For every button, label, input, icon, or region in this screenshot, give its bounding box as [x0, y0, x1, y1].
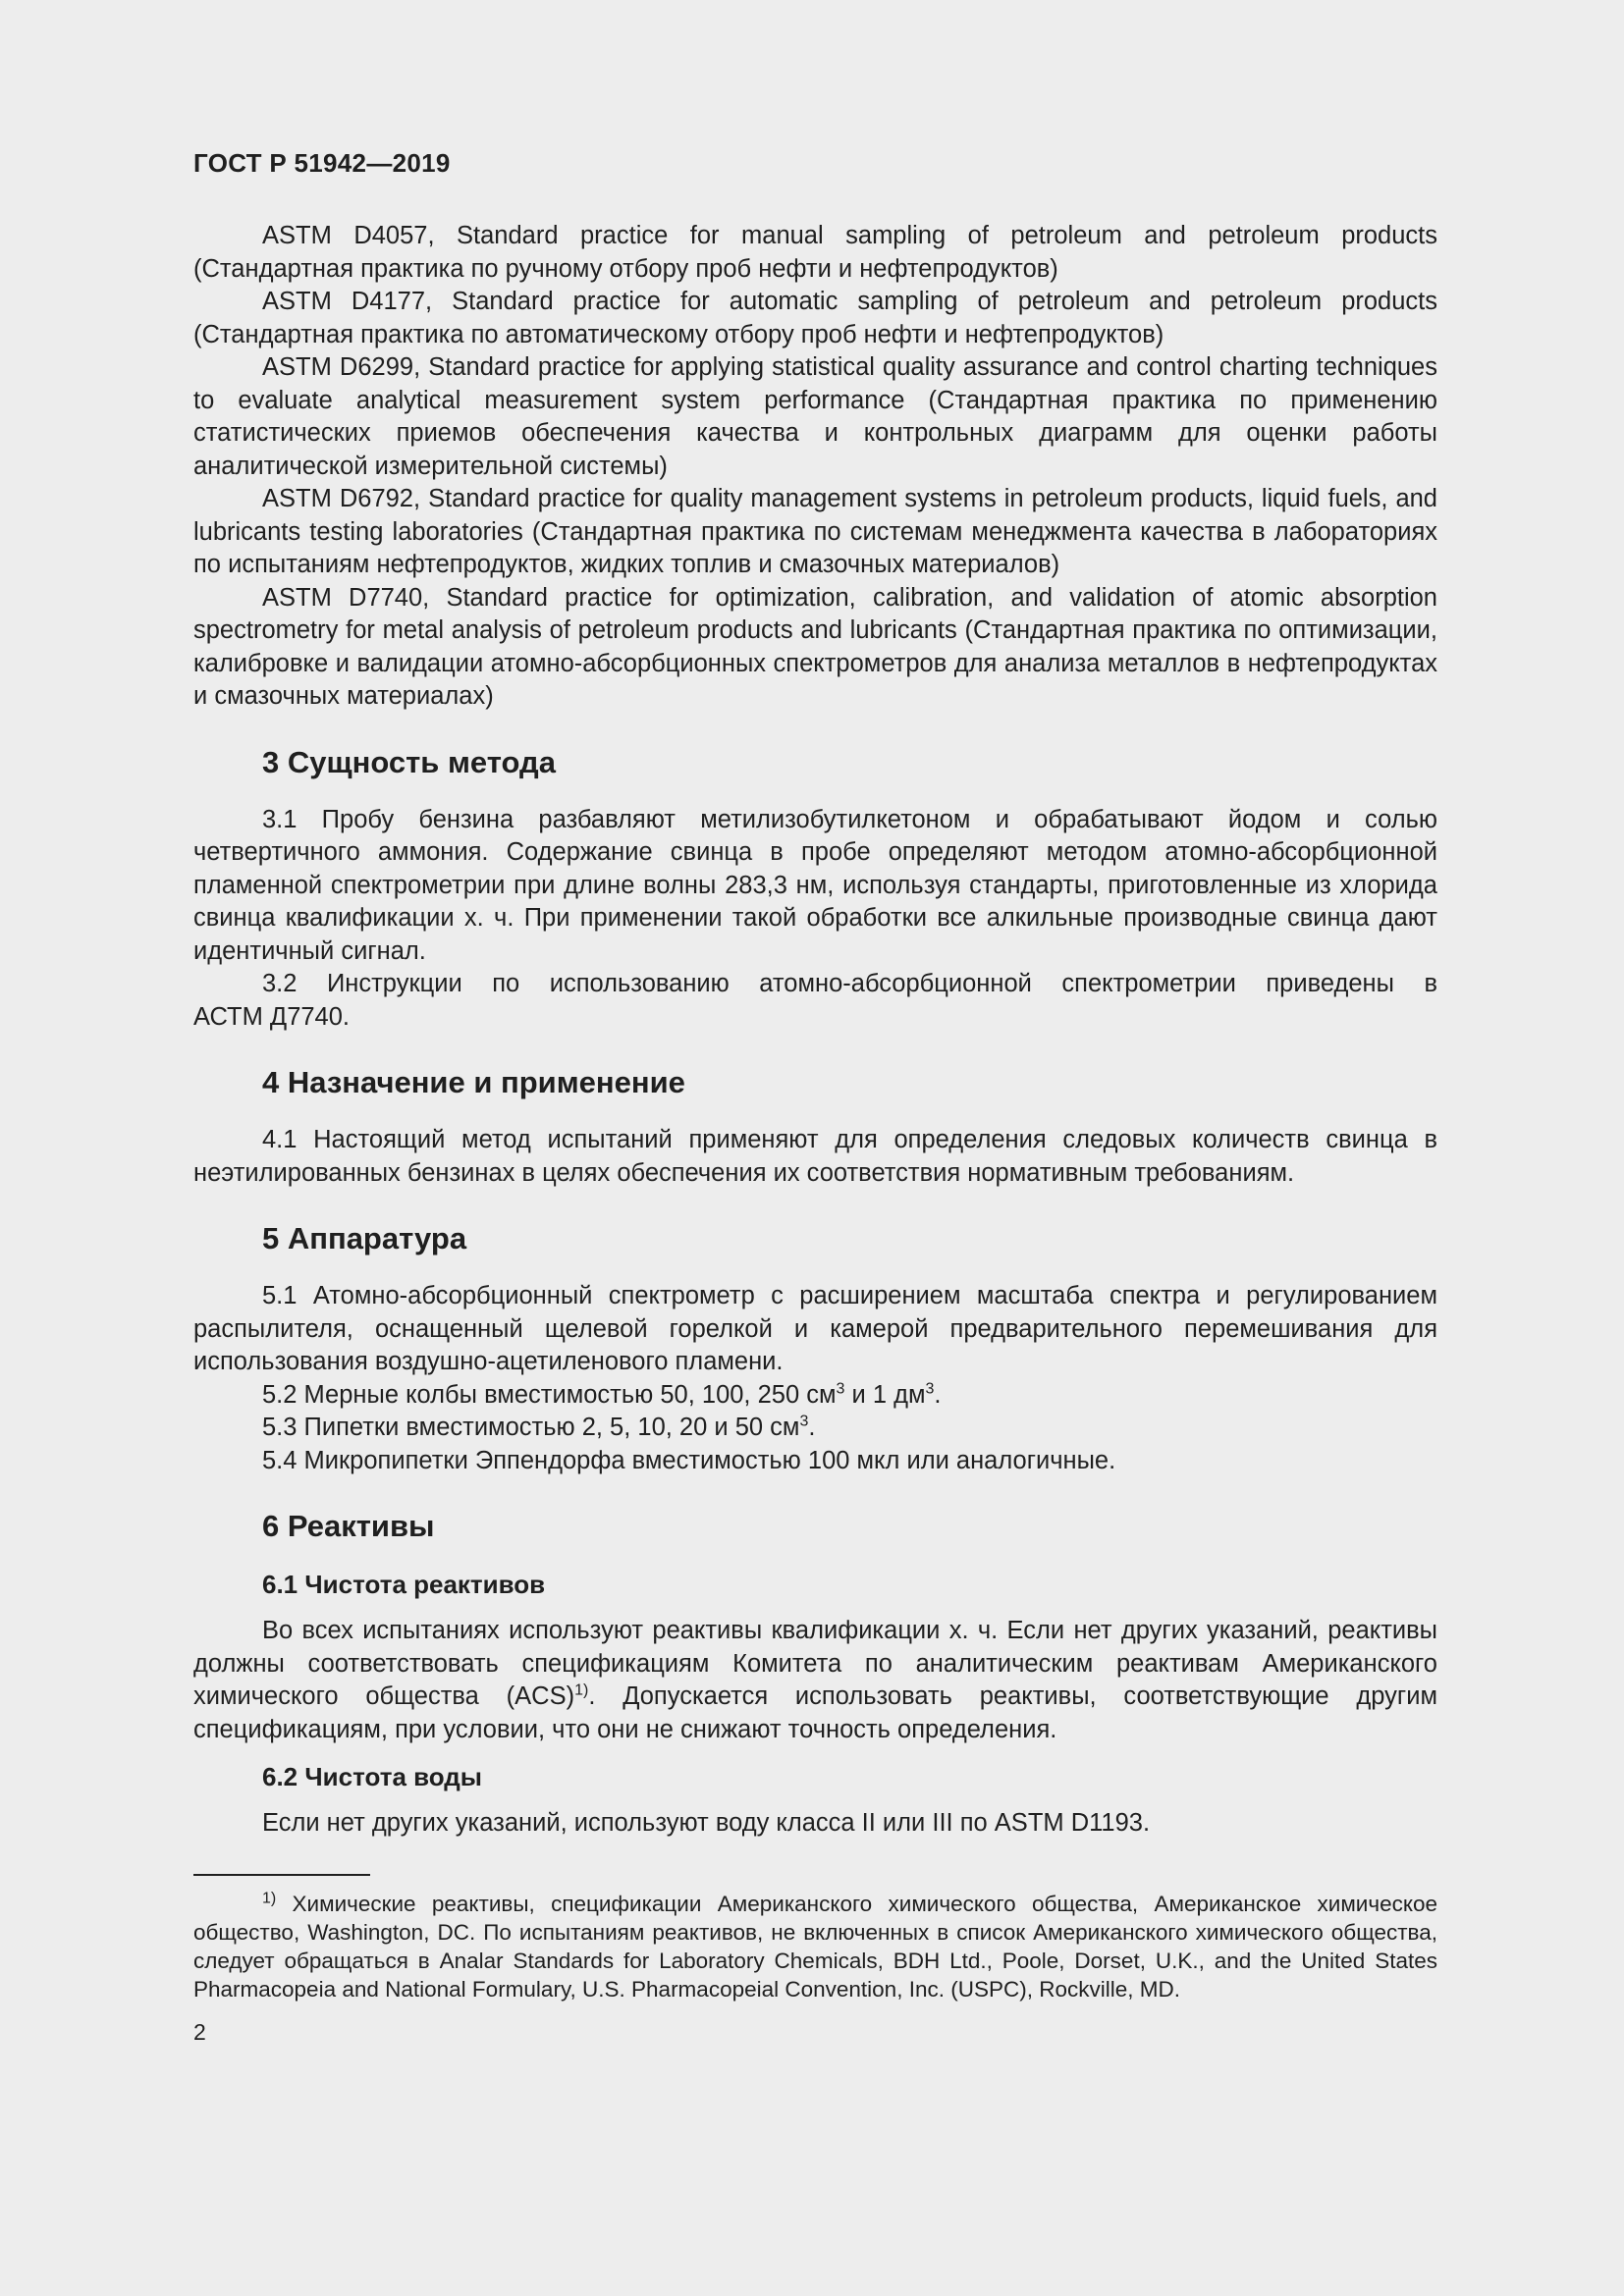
footnote: [193, 1890, 1437, 2003]
footnote-divider: [193, 1874, 370, 1876]
paragraph-4-1: 4.1 Настоящий метод испытаний применяют для определения следовых количеств свинца в неэтилированных бензинах в целях обеспечения их соответствия нормативным требованиям.: [193, 1126, 1437, 1187]
document-number: ГОСТ Р 51942—2019: [193, 148, 451, 178]
text-5-2-b: и 1 дм: [844, 1380, 926, 1409]
paragraph-3-1: 3.1 Пробу бензина разбавляют метилизобутилкетоном и обрабатывают йодом и солью четвертичного аммония. Содержание свинца в пробе определяют методом атомно-абсорбционной пламенной спектрометрии при длине волны 283,3 нм, используя стандарты, приготовленные из хлорида свинца квалификации х. ч. При применении такой обработки все алкильные производные свинца дают идентичный сигнал.: [193, 805, 1437, 965]
paragraph-6-1: [193, 1615, 1437, 1746]
reference-item: ASTM D6299, Standard practice for applying statistical quality assurance and control charting techniques to evaluate analytical measurement system performance (Стандартная практика по применению статистических приемов обеспечения качества и контрольных диаграмм для оценки работы аналитической измерительной системы): [193, 353, 1437, 480]
text-5-3-a: 5.3 Пипетки вместимостью 2, 5, 10, 20 и 50 см: [262, 1414, 800, 1441]
page-number: 2: [193, 2018, 206, 2045]
section-heading-6: 6 Реактивы: [262, 1509, 435, 1543]
paragraph-5-3: [193, 1412, 1437, 1445]
paragraph-5-4: 5.4 Микропипетки Эппендорфа вместимостью 100 мкл или аналогичные.: [262, 1446, 1116, 1474]
reference-item: ASTM D7740, Standard practice for optimization, calibration, and validation of atomic absorption spectrometry for metal analysis of petroleum products and lubricants (Стандартная практика по оптимизации, калибровке и валидации атомно-абсорбционных спектрометров для анализа металлов в нефтепродуктах и смазочных материалах): [193, 583, 1437, 710]
text-6-1-b: . Допускается использовать реактивы, соответствующие другим спецификациям, при условии, что они не снижают точность определения.: [193, 1682, 1438, 1743]
subsection-heading-6-2: 6.2 Чистота воды: [262, 1762, 483, 1791]
superscript-3: 3: [799, 1413, 809, 1430]
text-5-2-a: 5.2 Мерные колбы вместимостью 50, 100, 250 см: [262, 1380, 837, 1409]
paragraph-3-2-line2: АСТМ Д7740.: [193, 1002, 351, 1031]
paragraph-6-2: Если нет других указаний, используют воду класса II или III по ASTM D1193.: [262, 1809, 1151, 1837]
section-heading-5: 5 Аппаратура: [262, 1221, 467, 1255]
section-heading-3: 3 Сущность метода: [262, 744, 556, 779]
reference-list: [193, 220, 1437, 714]
paragraph-5-2: [193, 1379, 1437, 1413]
reference-item: ASTM D4057, Standard practice for manual sampling of petroleum and petroleum products (Стандартная практика по ручному отбору проб нефти и нефтепродуктов): [193, 222, 1437, 283]
section-heading-4: 4 Назначение и применение: [262, 1065, 685, 1099]
superscript-3: 3: [836, 1380, 845, 1397]
paragraph-5-1: 5.1 Атомно-абсорбционный спектрометр с расширением масштаба спектра и регулированием распылителя, оснащенный щелевой горелкой и камерой предварительного перемешивания для использования воздушно-ацетиленового пламени.: [193, 1282, 1437, 1375]
reference-item: ASTM D6792, Standard practice for quality management systems in petroleum products, liquid fuels, and lubricants testing laboratories (Стандартная практика по системам менеджмента качества в лабораториях по испытаниям нефтепродуктов, жидких топлив и смазочных материалов): [193, 485, 1437, 578]
paragraph-3-2-line1: 3.2 Инструкции по использованию атомно-абсорбционной спектрометрии приведены в: [262, 970, 1437, 997]
footnote-text: [193, 1890, 1437, 2003]
superscript-3: 3: [925, 1380, 935, 1397]
period: .: [934, 1380, 942, 1409]
footnote-marker: 1): [262, 1890, 277, 1906]
footnote-body: Химические реактивы, спецификации Американского химического общества, Американское химическое общество, Washington, DC. По испытаниям реактивов, не включенных в список Американского химического общества, следует обращаться в Analar Standards for Laboratory Chemicals, BDH Ltd., Poole, Dorset, U.K., and the United States Pharmacopeia and National Formulary, U.S. Pharmacopeial Convention, Inc. (USPC), Rockville, MD.: [193, 1891, 1437, 2002]
subsection-heading-6-1: 6.1 Чистота реактивов: [262, 1570, 546, 1599]
reference-item: ASTM D4177, Standard practice for automatic sampling of petroleum and petroleum products (Стандартная практика по автоматическому отбору проб нефти и нефтепродуктов): [193, 288, 1437, 348]
period: .: [808, 1414, 816, 1441]
footnote-ref[interactable]: 1): [574, 1682, 589, 1699]
text-6-1-a: Во всех испытаниях используют реактивы квалификации х. ч. Если нет других указаний, реактивы должны соответствовать спецификациям Комитета по аналитическим реактивам Американского химического общества (ACS): [193, 1617, 1437, 1710]
